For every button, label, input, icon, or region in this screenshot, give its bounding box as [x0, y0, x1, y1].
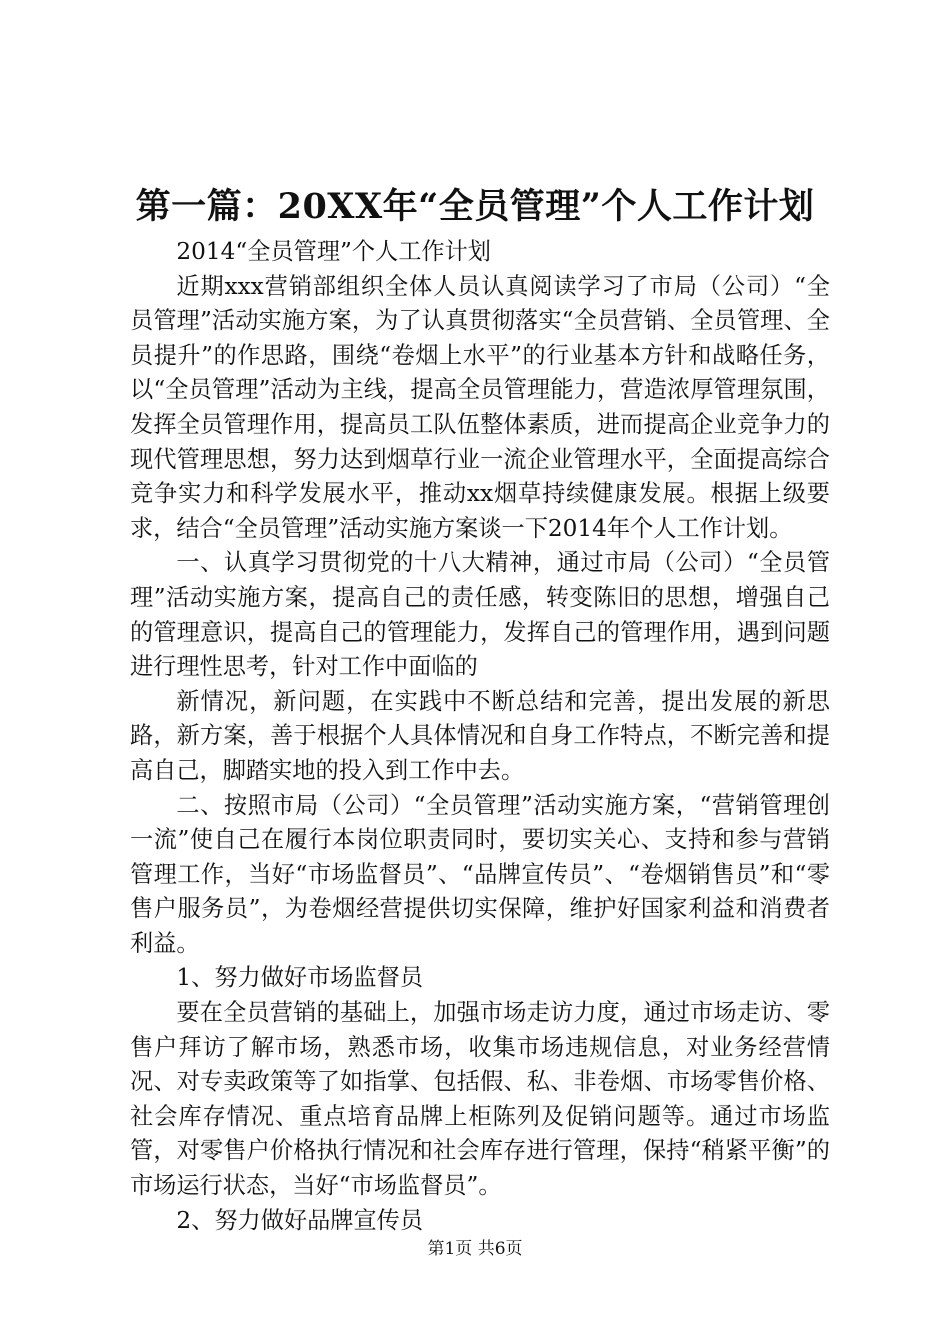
- document-title: 第一篇：20XX年“全员管理”个人工作计划: [135, 186, 815, 227]
- document-body: [130, 235, 830, 1238]
- paragraph-section-1: 一、认真学习贯彻党的十八大精神，通过市局（公司）“全员管理”活动实施方案，提高自己的责任感，转变陈旧的思想，增强自己的管理意识，提高自己的管理能力，发挥自己的管理作用，遇到问题进行理性思考，针对工作中面临的: [130, 549, 830, 681]
- paragraph-intro: 近期xxx营销部组织全体人员认真阅读学习了市局（公司）“全员管理”活动实施方案，为了认真贯彻落实“全员营销、全员管理、全员提升”的作思路，围绕“卷烟上水平”的行业基本方针和战略任务，以“全员管理”活动为主线，提高全员管理能力，营造浓厚管理氛围，发挥全员管理作用，提高员工队伍整体素质，进而提高企业竞争力的现代管理思想，努力达到烟草行业一流企业管理水平，全面提高综合竞争实力和科学发展水平，推动xx烟草持续健康发展。根据上级要求，结合“全员管理”活动实施方案谈一下2014年个人工作计划。: [130, 272, 830, 542]
- heading-brand-promoter: 2、努力做好品牌宣传员: [176, 1206, 424, 1234]
- paragraph-market-supervisor: 要在全员营销的基础上，加强市场走访力度，通过市场走访、零售户拜访了解市场，熟悉市场，收集市场违规信息，对业务经营情况、对专卖政策等了如指掌、包括假、私、非卷烟、市场零售价格、社会库存情况、重点培育品牌上柜陈列及促销问题等。通过市场监管，对零售户价格执行情况和社会库存进行管理，保持“稍紧平衡”的市场运行状态，当好“市场监督员”。: [130, 999, 830, 1200]
- page-number-footer: 第1页 共6页: [427, 1239, 523, 1259]
- heading-market-supervisor: 1、努力做好市场监督员: [176, 964, 424, 992]
- paragraph-section-2: 二、按照市局（公司）“全员管理”活动实施方案，“营销管理创一流”使自己在履行本岗位职责同时，要切实关心、支持和参与营销管理工作，当好“市场监督员”、“品牌宣传员”、“卷烟销售员”和“零售户服务员”，为卷烟经营提供切实保障，维护好国家利益和消费者利益。: [130, 791, 830, 957]
- document-subtitle: 2014“全员管理”个人工作计划: [176, 238, 491, 265]
- paragraph-section-1-continued: 新情况，新问题，在实践中不断总结和完善，提出发展的新思路，新方案，善于根据个人具体情况和自身工作特点，不断完善和提高自己，脚踏实地的投入到工作中去。: [130, 687, 830, 784]
